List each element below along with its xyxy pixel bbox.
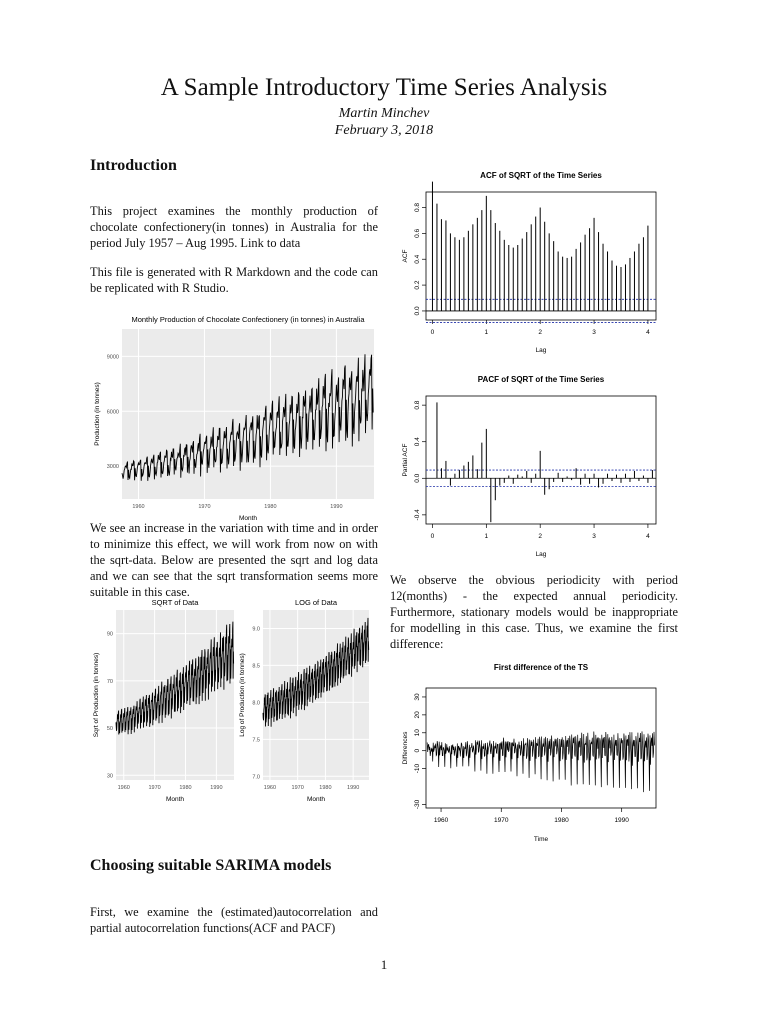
x-axis-label: Month [238, 515, 258, 520]
x-tick-label: 1960 [263, 785, 277, 791]
x-tick-label: 0 [430, 329, 435, 336]
y-tick-label: 20 [414, 711, 421, 719]
y-tick-label: 70 [106, 678, 113, 685]
y-tick-label: 9000 [106, 354, 119, 361]
chart-title: LOG of Data [294, 598, 338, 607]
y-tick-label: 0.0 [414, 306, 421, 316]
x-tick-label: 4 [646, 329, 650, 336]
chart-title: Monthly Production of Chocolate Confectionery (in tonnes) in Australia [131, 315, 365, 324]
y-tick-label: -10 [414, 763, 421, 774]
y-tick-label: 0.0 [414, 473, 421, 483]
y-axis-label: Sqrt of Production (in tonnes) [93, 652, 100, 738]
y-tick-label: 0.2 [414, 280, 421, 290]
y-tick-label: 10 [414, 729, 421, 737]
y-axis-label: Log of Production (in tonnes) [239, 653, 246, 737]
y-tick-label: 90 [106, 631, 113, 638]
chart-title: First difference of the TS [493, 663, 589, 672]
x-axis-label: Time [533, 836, 549, 843]
y-tick-label: 8.5 [252, 663, 260, 670]
y-tick-label: 9.0 [252, 626, 260, 633]
y-tick-label: 7.0 [252, 774, 260, 781]
x-axis-label: Lag [535, 347, 547, 354]
x-tick-label: 3 [592, 329, 596, 336]
x-tick-label: 1970 [291, 785, 304, 791]
y-tick-label: 0.4 [414, 254, 421, 264]
y-tick-label: 8.0 [252, 700, 260, 707]
y-tick-label: 0.4 [414, 437, 421, 447]
x-tick-label: 1980 [179, 785, 192, 791]
plot-frame [426, 688, 656, 808]
production-chart [90, 310, 384, 520]
plot-frame [426, 192, 656, 320]
sqrt-chart [90, 596, 238, 806]
chart-title: ACF of SQRT of the Time Series [480, 171, 602, 180]
y-tick-label: 0.8 [414, 400, 421, 410]
y-axis-label: Differences [402, 731, 409, 765]
y-tick-label: 30 [106, 773, 113, 780]
y-tick-label: 0.8 [414, 202, 421, 213]
page-number: 1 [380, 957, 388, 972]
chart-title: PACF of SQRT of the Time Series [477, 375, 605, 384]
x-axis-label: Month [306, 796, 326, 803]
pacf-chart [388, 370, 666, 562]
intro-paragraph-1: This project examines the monthly production of chocolate confectionery(in tonnes) in Australia for the period July 1957 – Aug 1995. Link to data [90, 204, 378, 250]
periodicity-paragraph: We observe the obvious periodicity with period 12(months) - the expected annual periodicity. Furthermore, stationary models would be inappropriate for modelling in this case. Thus, we examine the first difference: [390, 573, 678, 651]
plot-frame [426, 396, 656, 524]
x-tick-label: 2 [538, 329, 543, 336]
x-axis-label: Lag [535, 551, 547, 558]
x-tick-label: 1980 [264, 504, 277, 510]
y-tick-label: 50 [106, 726, 113, 733]
x-tick-label: 1960 [132, 504, 145, 510]
x-tick-label: 1990 [347, 785, 360, 791]
log-chart [236, 596, 372, 806]
y-tick-label: 3000 [106, 464, 119, 471]
intro-paragraph-2: This file is generated with R Markdown and the code can be replicated with R Studio. [90, 265, 378, 295]
x-tick-label: 1990 [210, 785, 223, 791]
y-axis-label: ACF [402, 249, 409, 263]
y-tick-label: 30 [414, 693, 421, 701]
x-tick-label: 1980 [319, 785, 332, 791]
x-tick-label: 1960 [433, 817, 449, 824]
y-tick-label: -0.4 [414, 509, 421, 521]
x-tick-label: 1990 [614, 817, 629, 824]
section-heading-introduction: Introduction [90, 157, 177, 174]
y-axis-label: Partial ACF [402, 443, 409, 477]
x-tick-label: 1970 [494, 817, 509, 824]
paper-date: February 3, 2018 [334, 123, 434, 138]
x-tick-label: 1 [484, 533, 489, 540]
section-heading-sarima: Choosing suitable SARIMA models [90, 857, 332, 874]
y-tick-label: 7.5 [252, 737, 260, 744]
sarima-paragraph: First, we examine the (estimated)autocorrelation and partial autocorrelation functions(ACF and PACF) [90, 905, 378, 935]
acf-chart [388, 166, 666, 358]
x-tick-label: 1 [484, 329, 489, 336]
x-tick-label: 1970 [148, 785, 161, 791]
y-axis-label: Production (in tonnes) [94, 382, 101, 446]
x-axis-label: Month [165, 796, 185, 803]
y-tick-label: 6000 [106, 409, 119, 416]
x-tick-label: 0 [430, 533, 435, 540]
variation-paragraph: We see an increase in the variation with time and in order to minimize this effect, we will work from now on with the sqrt-data. Below are presented the sqrt and log data and we can see that the sqrt transformation seems more suitable in this case. [90, 521, 378, 599]
x-tick-label: 1960 [117, 785, 130, 791]
y-tick-label: 0 [414, 748, 421, 753]
difference-chart [388, 658, 666, 848]
y-tick-label: 0.6 [414, 228, 421, 238]
paper-title: A Sample Introductory Time Series Analysis [160, 74, 608, 101]
x-tick-label: 1990 [330, 504, 343, 510]
paper-author: Martin Minchev [338, 106, 430, 121]
x-tick-label: 4 [646, 533, 650, 540]
series-line [427, 731, 654, 792]
chart-title: SQRT of Data [151, 598, 199, 607]
x-tick-label: 1980 [554, 817, 569, 824]
x-tick-label: 2 [538, 533, 543, 540]
y-tick-label: -30 [414, 799, 421, 810]
x-tick-label: 1970 [198, 504, 211, 510]
x-tick-label: 3 [592, 533, 596, 540]
